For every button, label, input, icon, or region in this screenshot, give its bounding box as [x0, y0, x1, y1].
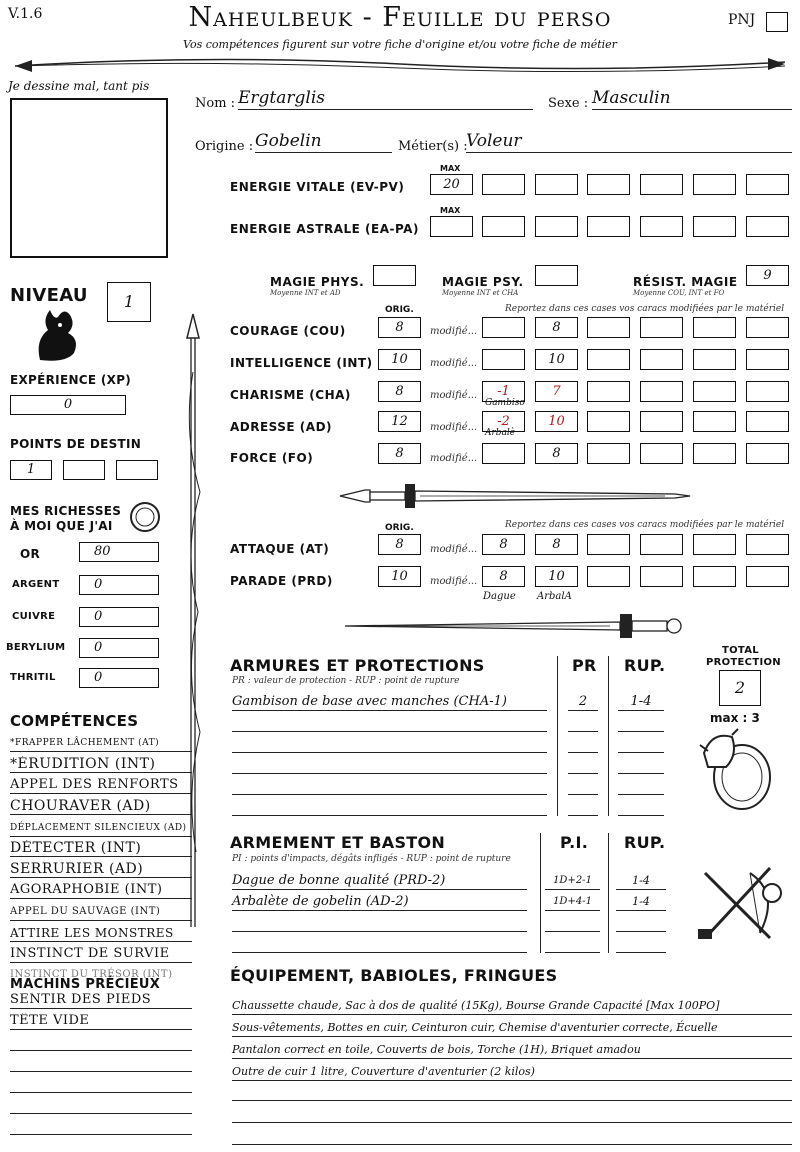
armure-row-pr[interactable]: 2 [568, 693, 598, 711]
ea-box-3[interactable] [587, 216, 630, 237]
courage-mod-6[interactable] [746, 317, 789, 338]
arme-line[interactable] [232, 931, 527, 932]
parade-mod-4[interactable] [640, 566, 683, 587]
attaque-mod-5[interactable] [693, 534, 736, 555]
precieux-line[interactable] [10, 1050, 192, 1051]
arme-row-name[interactable]: Dague de bonne qualité (PRD-2) [232, 872, 527, 890]
intelligence-label: INTELLIGENCE (INT) [230, 356, 373, 370]
richesses-label-1: MES RICHESSES [10, 504, 122, 518]
attaque-orig[interactable]: 8 [378, 534, 421, 555]
competence-item[interactable]: DÉPLACEMENT SILENCIEUX (AD) [10, 820, 192, 837]
armures-rup-header: RUP. [624, 656, 666, 675]
armure-line[interactable] [618, 815, 664, 816]
armure-line[interactable] [618, 773, 664, 774]
argent-box[interactable]: 0 [79, 575, 159, 595]
intelligence-orig[interactable]: 10 [378, 349, 421, 370]
parade-mod-3[interactable] [587, 566, 630, 587]
arme-row-pi[interactable]: 1D+2-1 [545, 872, 600, 890]
adresse-mod-1[interactable]: -2 [482, 411, 525, 432]
competences-label: COMPÉTENCES [10, 712, 139, 730]
charisme-mod-3[interactable] [587, 381, 630, 402]
armure-line[interactable] [568, 731, 598, 732]
armures-pr-header: PR [572, 656, 597, 675]
ev-box-2[interactable] [535, 174, 578, 195]
ev-max-box[interactable]: 20 [430, 174, 473, 195]
adresse-mod-3[interactable] [587, 411, 630, 432]
competence-item[interactable]: APPEL DU SAUVAGE (INT) [10, 904, 192, 921]
cuivre-box[interactable]: 0 [79, 607, 159, 627]
parade-orig[interactable]: 10 [378, 566, 421, 587]
adresse-mod-5[interactable] [693, 411, 736, 432]
ev-box-3[interactable] [587, 174, 630, 195]
origine-label: Origine : [195, 139, 254, 154]
armures-title: ARMURES ET PROTECTIONS [230, 656, 485, 675]
courage-mod-2[interactable]: 8 [535, 317, 578, 338]
armure-line[interactable] [232, 752, 547, 753]
arme-line[interactable] [545, 931, 600, 932]
intelligence-mod-3[interactable] [587, 349, 630, 370]
drawing-caption: Je dessine mal, tant pis [8, 79, 150, 93]
arme-row-pi[interactable]: 1D+4-1 [545, 893, 600, 911]
ev-label: ENERGIE VITALE (EV-PV) [230, 180, 405, 194]
equipement-empty-line[interactable] [232, 1144, 792, 1145]
courage-mod-3[interactable] [587, 317, 630, 338]
force-orig[interactable]: 8 [378, 443, 421, 464]
ea-box-5[interactable] [693, 216, 736, 237]
sword-ornament-icon [335, 478, 695, 514]
adresse-mod-label: modifié... [430, 422, 478, 433]
precieux-item[interactable]: SENTIR DES PIEDS [10, 992, 192, 1009]
adresse-mod-2[interactable]: 10 [535, 411, 578, 432]
intelligence-mod-2[interactable]: 10 [535, 349, 578, 370]
sword-ornament-2-icon [340, 608, 685, 644]
nom-field[interactable]: Ergtarglis [238, 88, 533, 110]
armure-row-rup[interactable]: 1-4 [618, 693, 664, 711]
force-mod-5[interactable] [693, 443, 736, 464]
equipement-line[interactable]: Chaussette chaude, Sac à dos de qualité (15Kg), Bourse Grande Capacité [Max 100PO] [232, 998, 792, 1015]
competence-item[interactable]: INSTINCT DE SURVIE [10, 946, 192, 963]
competence-item[interactable]: APPEL DES RENFORTS [10, 777, 192, 794]
spear-ornament-icon [178, 312, 208, 932]
magie-psy-label: MAGIE PSY. [442, 275, 524, 289]
ea-box-2[interactable] [535, 216, 578, 237]
attaque-mod-2[interactable]: 8 [535, 534, 578, 555]
ev-box-1[interactable] [482, 174, 525, 195]
parade-mod-label: modifié... [430, 576, 478, 587]
armure-row-name[interactable]: Gambison de base avec manches (CHA-1) [232, 693, 547, 711]
version-label: V.1.6 [8, 6, 43, 22]
ea-label: ENERGIE ASTRALE (EA-PA) [230, 222, 419, 236]
charisme-mod-note: Gambiso [485, 398, 525, 408]
courage-mod-1[interactable] [482, 317, 525, 338]
precieux-line[interactable] [10, 1134, 192, 1135]
competence-item[interactable]: SERRURIER (AD) [10, 861, 192, 878]
arme-line[interactable] [616, 952, 666, 953]
cuivre-label: CUIVRE [12, 611, 56, 622]
ea-box-1[interactable] [482, 216, 525, 237]
competence-item[interactable]: AGORAPHOBIE (INT) [10, 882, 192, 899]
courage-mod-5[interactable] [693, 317, 736, 338]
magie-psy-box[interactable] [535, 265, 578, 286]
nom-label: Nom : [195, 96, 236, 111]
parade-mod-2[interactable]: 10 [535, 566, 578, 587]
destin-label: POINTS DE DESTIN [10, 437, 142, 451]
metier-field[interactable]: Voleur [466, 131, 792, 153]
parade-mod-5[interactable] [693, 566, 736, 587]
ev-box-5[interactable] [693, 174, 736, 195]
parade-note-1: Dague [483, 591, 516, 602]
armures-col-divider-1 [557, 656, 558, 816]
niveau-box[interactable]: 1 [107, 282, 151, 322]
attaque-mod-4[interactable] [640, 534, 683, 555]
precieux-line[interactable] [10, 1092, 192, 1093]
courage-orig[interactable]: 8 [378, 317, 421, 338]
equipement-empty-line[interactable] [232, 1122, 792, 1123]
charisme-mod-5[interactable] [693, 381, 736, 402]
force-mod-4[interactable] [640, 443, 683, 464]
armement-rup-header: RUP. [624, 833, 666, 852]
precieux-label: MACHINS PRÉCIEUX [10, 977, 161, 992]
armement-col-divider-2 [608, 833, 609, 953]
intelligence-mod-1[interactable] [482, 349, 525, 370]
armure-line[interactable] [568, 752, 598, 753]
equipement-empty-line[interactable] [232, 1100, 792, 1101]
magie-psy-note: Moyenne INT et CHA [442, 289, 519, 297]
intelligence-mod-4[interactable] [640, 349, 683, 370]
orig-label: ORIG. [385, 305, 414, 315]
destin-box-3[interactable] [116, 460, 158, 480]
combat-report-note: Reportez dans ces cases vos caracs modifiées par le matériel [505, 520, 785, 530]
armure-line[interactable] [568, 815, 598, 816]
equipement-line[interactable]: Outre de cuir 1 litre, Couverture d'aventurier (2 kilos) [232, 1064, 792, 1081]
parade-mod-6[interactable] [746, 566, 789, 587]
parade-label: PARADE (PRD) [230, 574, 333, 588]
attaque-mod-1[interactable]: 8 [482, 534, 525, 555]
equipement-line[interactable]: Pantalon correct en toile, Couverts de bois, Torche (1H), Briquet amadou [232, 1042, 792, 1059]
magie-phys-box[interactable] [373, 265, 416, 286]
total-protection-box[interactable]: 2 [719, 670, 761, 706]
report-note: Reportez dans ces cases vos caracs modifiées par le matériel [505, 304, 785, 314]
arme-row-rup[interactable]: 1-4 [616, 872, 666, 890]
shield-helmet-icon [690, 725, 780, 815]
competence-item[interactable]: INSTINCT DU TRÉSOR (INT) [10, 969, 173, 980]
or-box[interactable]: 80 [79, 542, 159, 562]
sexe-field[interactable]: Masculin [592, 88, 792, 110]
attaque-mod-6[interactable] [746, 534, 789, 555]
total-protection-label-1: TOTAL [722, 645, 759, 656]
armure-line[interactable] [232, 731, 547, 732]
thritil-label: THRITIL [10, 672, 56, 683]
richesses-label-2: À MOI QUE J'AI [10, 519, 113, 533]
intelligence-mod-label: modifié... [430, 358, 478, 369]
combat-orig-label: ORIG. [385, 523, 414, 533]
force-mod-6[interactable] [746, 443, 789, 464]
niveau-label: NIVEAU [10, 285, 88, 306]
metier-label: Métier(s) : [398, 139, 468, 154]
courage-mod-4[interactable] [640, 317, 683, 338]
equipement-title: ÉQUIPEMENT, BABIOLES, FRINGUES [230, 966, 558, 985]
armure-line[interactable] [618, 794, 664, 795]
intelligence-mod-5[interactable] [693, 349, 736, 370]
attaque-label: ATTAQUE (AT) [230, 542, 330, 556]
sexe-label: Sexe : [548, 96, 589, 111]
argent-label: ARGENT [12, 579, 60, 590]
armure-line[interactable] [618, 752, 664, 753]
armement-pi-header: P.I. [560, 833, 589, 852]
force-label: FORCE (FO) [230, 451, 314, 465]
xp-box[interactable]: 0 [10, 395, 126, 415]
ea-max-box[interactable] [430, 216, 473, 237]
armures-col-divider-2 [608, 656, 609, 816]
adresse-mod-6[interactable] [746, 411, 789, 432]
dragon-icon [30, 305, 85, 365]
destin-box-2[interactable] [63, 460, 105, 480]
adresse-orig[interactable]: 12 [378, 411, 421, 432]
adresse-mod-4[interactable] [640, 411, 683, 432]
courage-mod-label: modifié... [430, 326, 478, 337]
adresse-mod-note: Arbalè [485, 428, 516, 438]
armement-title: ARMEMENT ET BASTON [230, 833, 446, 852]
weapons-icon [690, 853, 790, 953]
berylium-box[interactable]: 0 [79, 638, 159, 658]
armure-line[interactable] [568, 794, 598, 795]
force-mod-1[interactable] [482, 443, 525, 464]
origine-field[interactable]: Gobelin [255, 131, 392, 153]
armure-line[interactable] [232, 773, 547, 774]
pnj-checkbox[interactable] [766, 12, 788, 32]
ea-box-4[interactable] [640, 216, 683, 237]
ev-box-4[interactable] [640, 174, 683, 195]
precieux-line[interactable] [10, 1071, 192, 1072]
arme-line[interactable] [545, 952, 600, 953]
arme-row-rup[interactable]: 1-4 [616, 893, 666, 911]
coin-icon [128, 500, 162, 534]
armement-col-divider-1 [540, 833, 541, 953]
xp-label: EXPÉRIENCE (XP) [10, 373, 132, 387]
force-mod-3[interactable] [587, 443, 630, 464]
courage-label: COURAGE (COU) [230, 324, 346, 338]
portrait-box[interactable] [10, 98, 168, 258]
armure-line[interactable] [568, 773, 598, 774]
armure-line[interactable] [618, 731, 664, 732]
resist-magie-label: RÉSIST. MAGIE [633, 275, 738, 289]
charisme-mod-1[interactable]: -1 [482, 381, 525, 402]
page-subtitle: Vos compétences figurent sur votre fiche d'origine et/ou votre fiche de métier [183, 38, 617, 51]
competence-item[interactable]: *FRAPPER LÂCHEMENT (AT) [10, 735, 192, 752]
header-spear-ornament [10, 50, 790, 80]
armures-note: PR : valeur de protection - RUP : point de rupture [232, 676, 460, 686]
page-title: Naheulbeuk - Feuille du perso [188, 2, 612, 33]
adresse-label: ADRESSE (AD) [230, 420, 333, 434]
resist-magie-box[interactable]: 9 [746, 265, 789, 286]
armure-line[interactable] [232, 815, 547, 816]
equipement-line[interactable]: Sous-vêtements, Bottes en cuir, Ceinturon cuir, Chemise d'aventurier correcte, Écuelle [232, 1020, 792, 1037]
attaque-mod-label: modifié... [430, 544, 478, 555]
ea-max-label: MAX [440, 206, 461, 215]
charisme-mod-6[interactable] [746, 381, 789, 402]
competence-item[interactable]: *ÉRUDITION (INT) [10, 756, 192, 773]
arme-row-name[interactable]: Arbalète de gobelin (AD-2) [232, 893, 527, 911]
charisme-mod-2[interactable]: 7 [535, 381, 578, 402]
magie-phys-note: Moyenne INT et AD [270, 289, 341, 297]
attaque-mod-3[interactable] [587, 534, 630, 555]
force-mod-label: modifié... [430, 453, 478, 464]
competence-item[interactable]: CHOURAVER (AD) [10, 798, 192, 815]
pnj-label: PNJ [728, 12, 756, 28]
arme-line[interactable] [232, 952, 527, 953]
ev-max-label: MAX [440, 164, 461, 173]
or-label: OR [20, 547, 41, 561]
total-protection-label-2: PROTECTION [706, 657, 781, 668]
ea-box-6[interactable] [746, 216, 789, 237]
precieux-item[interactable]: TÊTE VIDE [10, 1013, 192, 1030]
resist-magie-note: Moyenne COU, INT et FO [633, 289, 725, 297]
competence-item[interactable]: ATTIRE LES MONSTRES [10, 925, 192, 942]
charisme-mod-4[interactable] [640, 381, 683, 402]
charisme-orig[interactable]: 8 [378, 381, 421, 402]
intelligence-mod-6[interactable] [746, 349, 789, 370]
destin-box-1[interactable]: 1 [10, 460, 52, 480]
thritil-box[interactable]: 0 [79, 668, 159, 688]
total-protection-max: max : 3 [710, 711, 760, 725]
armement-note: PI : points d'impacts, dégâts infligés - RUP : point de rupture [232, 854, 511, 864]
charisme-label: CHARISME (CHA) [230, 388, 351, 402]
armure-line[interactable] [232, 794, 547, 795]
precieux-line[interactable] [10, 1113, 192, 1114]
arme-line[interactable] [616, 931, 666, 932]
competence-item[interactable]: DÉTECTER (INT) [10, 840, 192, 857]
charisme-mod-label: modifié... [430, 390, 478, 401]
ev-box-6[interactable] [746, 174, 789, 195]
magie-phys-label: MAGIE PHYS. [270, 275, 365, 289]
berylium-label: BERYLIUM [6, 642, 66, 653]
parade-note-2: ArbalA [537, 591, 572, 602]
force-mod-2[interactable]: 8 [535, 443, 578, 464]
parade-mod-1[interactable]: 8 [482, 566, 525, 587]
